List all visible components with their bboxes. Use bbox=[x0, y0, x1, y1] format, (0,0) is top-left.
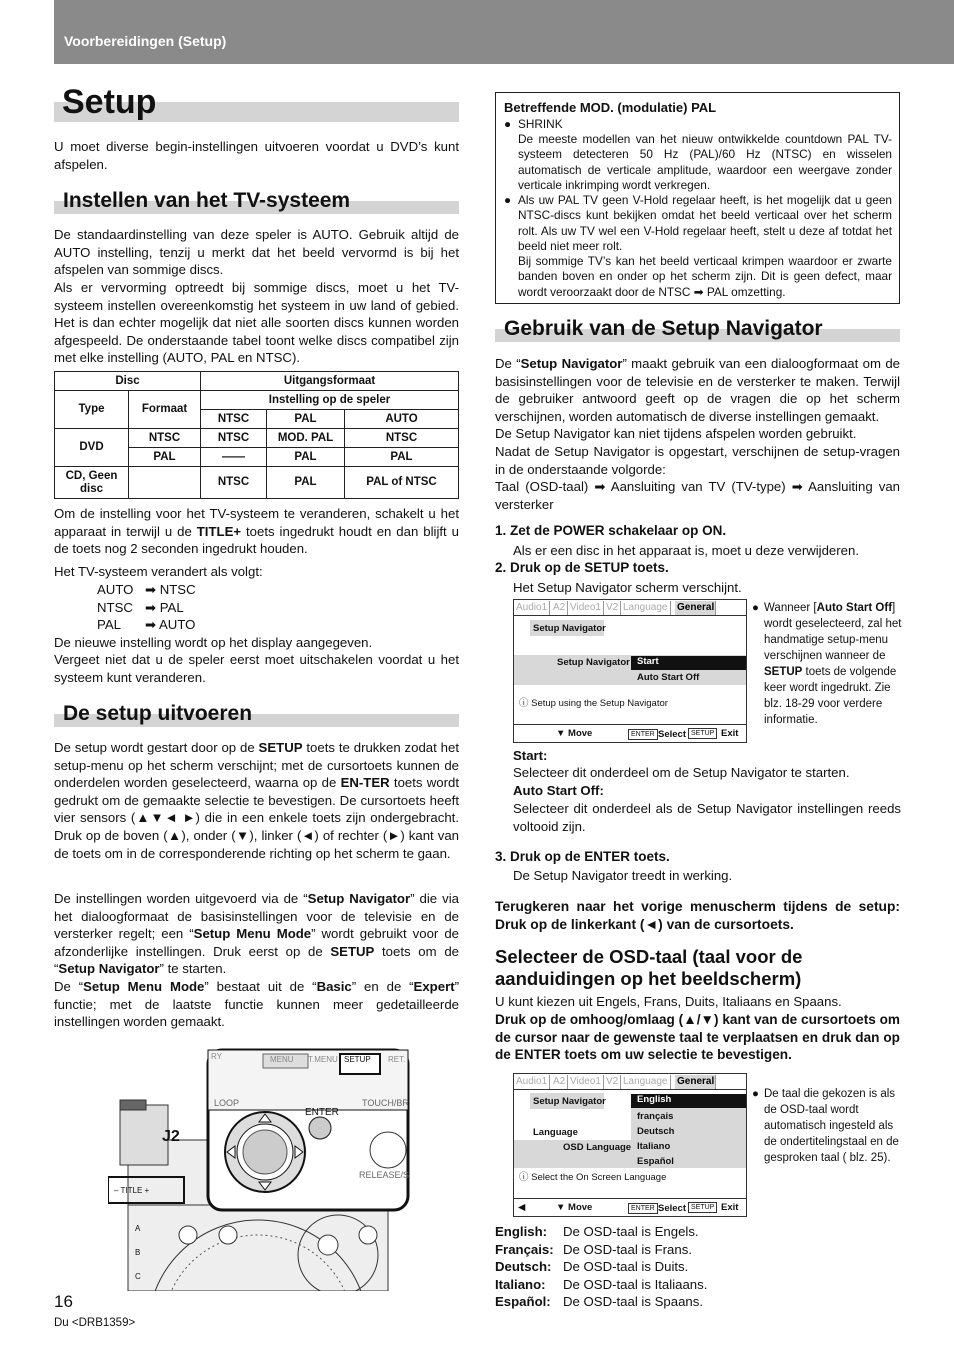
def-key: English: bbox=[495, 1224, 548, 1239]
remote-loop-label: LOOP bbox=[214, 1098, 240, 1108]
cell: NTSC bbox=[201, 467, 267, 499]
setup-key: SETUP bbox=[258, 740, 303, 755]
remote-ret-label: RET. bbox=[388, 1055, 406, 1064]
title-plus-key: TITLE+ bbox=[196, 523, 242, 539]
down-arrow-icon: ▼ bbox=[556, 1202, 569, 1213]
enter-key-icon: ENTER bbox=[628, 1203, 658, 1214]
info-icon: ⓘ bbox=[519, 1172, 532, 1183]
mod-bullet-1-text: De meeste modellen van het nieuw ontwikkelde countdown PAL TV-systeem detecteren 50 Hz (PAL)/60 Hz (NTSC) en wisselen automatisch de verticale amplitude, waardoor een weergave zonder verticale inkrimping wordt verkregen. bbox=[518, 132, 892, 193]
th-setting: Instelling op de speler bbox=[201, 391, 459, 410]
t: Basic bbox=[316, 979, 352, 994]
tv-change-list bbox=[97, 581, 297, 634]
tv-paragraph-3 bbox=[54, 505, 459, 558]
tab-general[interactable]: General bbox=[677, 602, 715, 613]
doc-code: Du <DRB1359> bbox=[54, 1317, 136, 1329]
tab-video1[interactable]: Video1 bbox=[568, 1075, 604, 1089]
cell: NTSC bbox=[345, 429, 459, 448]
remote-side-c: C bbox=[135, 1272, 141, 1281]
tab-a2[interactable]: A2 bbox=[551, 601, 568, 615]
change-from: NTSC bbox=[97, 599, 133, 615]
osd-option-english[interactable]: English bbox=[631, 1094, 747, 1108]
osd-lang-p1: U kunt kiezen uit Engels, Frans, Duits, Italiaans en Spaans. bbox=[495, 994, 842, 1009]
t: ” die via het dialoogformaat de basisinstellingen voor de televisie en de versterker regelt; een “ bbox=[54, 891, 459, 942]
mod-title: Betreffende MOD. (modulatie) PAL bbox=[504, 100, 717, 115]
remote-side-a: A bbox=[135, 1224, 141, 1233]
move-hint bbox=[556, 1202, 592, 1214]
remote-release-label: RELEASE/S bbox=[359, 1170, 410, 1180]
osd-crumb: Setup Navigator bbox=[533, 623, 606, 634]
remote-enter-label: ENTER bbox=[305, 1107, 339, 1118]
def-value: De OSD-taal is Italiaans. bbox=[563, 1276, 708, 1292]
intro-text: U moet diverse begin-instellingen uitvoeren voordat u DVD’s kunt afspelen. bbox=[54, 139, 459, 172]
exit-hint: Exit bbox=[721, 728, 739, 739]
heading-setup-navigator bbox=[495, 318, 900, 342]
mod-bullet-3-text: Bij sommige TV’s kan het beeld verticaal krimpen waardoor er zwarte banden boven en onder op het scherm zijn. Dit is geen defect, maar wordt veroorzaakt door de NTSC ➡ PAL omzetting. bbox=[518, 254, 892, 299]
tv-paragraph-5: De nieuwe instelling wordt op het display aangegeven. bbox=[54, 635, 373, 650]
def-key: Français: bbox=[495, 1241, 554, 1257]
setup-key-icon: SETUP bbox=[688, 728, 717, 739]
section-title: Voorbereidingen (Setup) bbox=[64, 33, 227, 49]
t: De “ bbox=[495, 356, 521, 371]
change-to: NTSC bbox=[159, 582, 196, 597]
start-text: Selecteer dit onderdeel om de Setup Navigator te starten. bbox=[513, 765, 850, 780]
page-title-text: Setup bbox=[62, 83, 157, 121]
setup-paragraph-2 bbox=[54, 890, 459, 978]
t: SETUP bbox=[330, 943, 375, 959]
disc-compat-table bbox=[54, 371, 459, 499]
th-disc: Disc bbox=[55, 372, 201, 391]
cell: —— bbox=[201, 448, 267, 467]
tab-audio1[interactable]: Audio1 bbox=[514, 601, 550, 615]
step-3-text: De Setup Navigator treedt in werking. bbox=[513, 868, 733, 883]
tv-p3-c: toets ingedrukt houdt en dan blijft u de toets nog 2 seconden ingedrukt houden. bbox=[54, 523, 459, 557]
tv-paragraph-1: De standaardinstelling van deze speler is AUTO. Gebruik altijd de AUTO instelling, tenzij u merkt dat het beeld vervormd is bij het afspelen van sommige discs. bbox=[54, 227, 459, 278]
t: ] wordt geselecteerd, zal het handmatige setup-menu verschijnen wanneer de bbox=[764, 602, 902, 662]
t: Setup Menu Mode bbox=[193, 926, 312, 942]
osd-screen-navigator bbox=[513, 599, 747, 743]
t: toets wordt gedrukt om de gemaakte selectie te bevestigen. De cursortoets heeft vier sensors (▲▼◄ ►) die in een enkele toets zijn ondergebracht. Druk op de boven (▲), onder (▼), linker (◄) of rechter (►) kant van de toets om in de corresponderende richting op het scherm te gaan. bbox=[54, 775, 460, 861]
t: toets de volgende keer wordt ingedrukt. Zie blz. 18-29 voor verdere informatie. bbox=[764, 666, 897, 726]
page-title bbox=[54, 84, 459, 122]
nav-paragraph-4: Taal (OSD-taal) ➡ Aansluiting van TV (TV-type) ➡ Aansluiting van versterker bbox=[495, 479, 900, 512]
osd-option-auto-start-off[interactable]: Auto Start Off bbox=[637, 672, 700, 683]
cell: PAL bbox=[345, 448, 459, 467]
remote-touch-label: TOUCH/BR bbox=[362, 1098, 409, 1108]
t: ” wordt gebruikt voor de afzonderlijke instellingen. Druk eerst op de bbox=[54, 926, 459, 959]
def-key: Deutsch: bbox=[495, 1259, 552, 1275]
def-value: De OSD-taal is Engels. bbox=[563, 1224, 699, 1239]
t: ” bestaat uit de “ bbox=[204, 979, 317, 994]
cell: PAL of NTSC bbox=[345, 467, 459, 499]
t: ” functie; met de laatste functie kunnen meer gedetailleerde instellingen worden gemaakt. bbox=[54, 979, 459, 1030]
remote-label: RY bbox=[211, 1052, 222, 1061]
remote-menu-label: MENU bbox=[270, 1055, 294, 1064]
osd-option-espanol[interactable]: Español bbox=[637, 1156, 674, 1167]
th-ntsc: NTSC bbox=[201, 410, 267, 429]
setup-key-icon: SETUP bbox=[688, 1202, 717, 1213]
step-2: 2. Druk op de SETUP toets. bbox=[495, 560, 669, 575]
tab-language[interactable]: Language bbox=[621, 1075, 671, 1089]
t: Wanneer [ bbox=[764, 602, 817, 614]
remote-side-b: B bbox=[135, 1248, 141, 1257]
step-3: 3. Druk op de ENTER toets. bbox=[495, 849, 670, 864]
th-format: Formaat bbox=[129, 391, 201, 429]
down-arrow-icon: ▼ bbox=[556, 728, 569, 739]
arrow-right-icon: ➡ bbox=[145, 617, 159, 633]
cell: PAL bbox=[129, 448, 201, 467]
osd-crumb: Setup Navigator bbox=[533, 1096, 606, 1107]
arrow-right-icon: ➡ bbox=[145, 599, 160, 615]
heading-setup-run bbox=[54, 703, 459, 727]
arrow-right-icon: ➡ bbox=[145, 582, 160, 597]
t: Setup Navigator bbox=[307, 891, 411, 906]
mod-bullet-2-text: Als uw PAL TV geen V-Hold regelaar heeft, is het mogelijk dat u geen NTSC-discs kunt bekijken omdat het beeld verticaal over het scherm rolt. Als uw TV wel een V-Hold regelaar heeft, stelt u deze af totdat het beeld niet meer rolt. bbox=[518, 193, 892, 254]
bullet-icon: ● bbox=[752, 602, 759, 614]
osd-option-francais[interactable]: français bbox=[637, 1111, 674, 1122]
mod-shrink: SHRINK bbox=[518, 117, 563, 131]
cell: NTSC bbox=[201, 429, 267, 448]
osd-option-start[interactable]: Start bbox=[631, 656, 747, 670]
def-key: Italiano: bbox=[495, 1276, 546, 1292]
def-value: De OSD-taal is Frans. bbox=[563, 1241, 692, 1257]
t: ” te starten. bbox=[159, 961, 227, 977]
t: toets om de “ bbox=[54, 943, 459, 977]
osd-bottom-bar bbox=[514, 1198, 746, 1216]
section-header bbox=[54, 0, 954, 64]
th-output: Uitgangsformaat bbox=[201, 372, 459, 391]
tab-video1[interactable]: Video1 bbox=[568, 601, 604, 615]
t: ” en de “ bbox=[351, 979, 414, 994]
back-instruction: Terugkeren naar het vorige menuscherm tijdens de setup: Druk op de linkerkant (◄) van de cursortoets. bbox=[495, 899, 900, 932]
osd-info-text: Select the On Screen Language bbox=[531, 1172, 667, 1183]
language-definitions bbox=[495, 1223, 900, 1311]
change-to: PAL bbox=[159, 599, 184, 615]
osd-tabs bbox=[514, 600, 746, 616]
tv-paragraph-2: Als er vervorming optreedt bij sommige discs, moet u het TV-systeem instellen overeenkomstig het systeem in uw land of gebied. Het is dan echter mogelijk dat niet alle soorten discs kunnen worden afgespeeld. De onderstaande tabel toont welke discs compatibel zijn met elke instelling (AUTO, PAL en NTSC). bbox=[54, 280, 459, 366]
move-text: Move bbox=[568, 728, 593, 739]
osd-lang-p2: Druk op de omhoog/omlaag (▲/▼) kant van de cursortoets om de cursor naar de gewenste taal te verplaatsen en druk dan op de ENTER toets om uw selectie te bevestigen. bbox=[495, 1012, 900, 1063]
t: toets te drukken zodat het setup-menu op het scherm verschijnt; met de cursortoets kunnen de onderdelen worden geselecteerd, waarna op de bbox=[54, 740, 459, 791]
t: De instellingen worden uitgevoerd via de “ bbox=[54, 891, 308, 906]
step-1: 1. Zet de POWER schakelaar op ON. bbox=[495, 523, 727, 538]
cell-empty bbox=[129, 467, 201, 499]
osd-option-deutsch[interactable]: Deutsch bbox=[637, 1126, 675, 1137]
heading-setup-run-text: De setup uitvoeren bbox=[63, 702, 253, 725]
note-osd-language-text: De taal die gekozen is als de OSD-taal wordt automatisch ingesteld als de ondertitelingstaal en de gesproken taal ( blz. 25). bbox=[764, 1088, 899, 1164]
th-auto: AUTO bbox=[345, 410, 459, 429]
cell: MOD. PAL bbox=[267, 429, 345, 448]
def-value: De OSD-taal is Duits. bbox=[563, 1259, 689, 1275]
remote-title-button: – TITLE + bbox=[114, 1186, 150, 1195]
nav-paragraph-3: Nadat de Setup Navigator is opgestart, verschijnen de setup-vragen in de onderstaande volgorde: bbox=[495, 444, 900, 477]
osd-language-label: Language bbox=[533, 1127, 578, 1138]
heading-tv-system-text: Instellen van het TV-systeem bbox=[63, 189, 351, 212]
exit-hint: Exit bbox=[721, 1202, 739, 1213]
bullet-icon: ● bbox=[504, 193, 512, 207]
osd-info-text: Setup using the Setup Navigator bbox=[531, 698, 668, 709]
remote-setup-label: SETUP bbox=[344, 1055, 371, 1064]
note-auto-start-text bbox=[764, 600, 902, 728]
cell: NTSC bbox=[129, 429, 201, 448]
setup-paragraph-1 bbox=[54, 739, 459, 862]
tab-a2[interactable]: A2 bbox=[551, 1075, 568, 1089]
note-auto-start bbox=[752, 600, 902, 728]
step-1-text: Als er een disc in het apparaat is, moet u deze verwijderen. bbox=[513, 543, 859, 558]
move-text: Move bbox=[568, 1202, 593, 1213]
info-icon: ⓘ bbox=[519, 698, 532, 709]
t: Setup Navigator bbox=[58, 961, 160, 977]
setup-paragraph-3 bbox=[54, 978, 459, 1031]
bullet-icon: ● bbox=[752, 1088, 759, 1100]
row-dvd: DVD bbox=[55, 429, 129, 467]
note-osd-language bbox=[752, 1086, 902, 1166]
def-value: De OSD-taal is Spaans. bbox=[563, 1294, 703, 1310]
tv-p3-a: Om de instelling voor het TV-systeem te veranderen, schakelt u het apparaat in terwijl u de bbox=[54, 506, 459, 539]
mod-bullet-1 bbox=[504, 117, 892, 132]
enter-key-icon: ENTER bbox=[628, 729, 658, 740]
def-key: Español: bbox=[495, 1294, 551, 1310]
step-2-text: Het Setup Navigator scherm verschijnt. bbox=[513, 580, 742, 595]
mod-bullet-2 bbox=[504, 193, 892, 255]
change-from: PAL bbox=[97, 617, 121, 633]
osd-bottom-bar bbox=[514, 724, 746, 742]
select-hint: Select bbox=[658, 729, 686, 740]
t: De “ bbox=[54, 979, 84, 994]
osd-language-field: OSD Language bbox=[563, 1142, 632, 1153]
osd-info bbox=[519, 1172, 666, 1184]
auto-start-text: Selecteer dit onderdeel als de Setup Navigator instellingen reeds voltooid zijn. bbox=[513, 801, 901, 834]
auto-start-heading: Auto Start Off: bbox=[513, 783, 604, 798]
tv-paragraph-6: Vergeet niet dat u de speler eerst moet uitschakelen voordat u het systeem kunt veranderen. bbox=[54, 652, 459, 685]
cell: PAL bbox=[267, 448, 345, 467]
t: Setup Menu Mode bbox=[83, 979, 205, 994]
start-heading: Start: bbox=[513, 748, 548, 763]
change-from: AUTO bbox=[97, 582, 134, 597]
nav-paragraph-1 bbox=[495, 355, 900, 425]
remote-illustration bbox=[108, 1040, 412, 1291]
tab-general[interactable]: General bbox=[677, 1076, 715, 1087]
t: Auto Start Off bbox=[816, 602, 893, 614]
remote-tmenu-label: T.MENU bbox=[308, 1055, 338, 1064]
bullet-icon: ● bbox=[504, 117, 512, 131]
remote-drawing bbox=[108, 1040, 412, 1291]
osd-option-italiano[interactable]: Italiano bbox=[637, 1141, 671, 1152]
t: De setup wordt gestart door op de bbox=[54, 740, 259, 755]
enter-key: EN-TER bbox=[340, 775, 390, 791]
th-type: Type bbox=[55, 391, 129, 429]
tab-audio1[interactable]: Audio1 bbox=[514, 1075, 550, 1089]
heading-osd-language: Selecteer de OSD-taal (taal voor de aanduidingen op het beeldscherm) bbox=[495, 946, 803, 989]
cell: PAL bbox=[267, 467, 345, 499]
move-hint bbox=[556, 728, 592, 740]
row-cd: CD, Geen disc bbox=[55, 467, 129, 499]
t: SETUP bbox=[764, 666, 803, 678]
t: Expert bbox=[413, 979, 455, 994]
tv-paragraph-4: Het TV-systeem verandert als volgt: bbox=[54, 564, 263, 579]
svg-text:J2: J2 bbox=[162, 1128, 180, 1145]
osd-tabs bbox=[514, 1074, 746, 1090]
osd-screen-language bbox=[513, 1073, 747, 1217]
t: ” maakt gebruik van een dialoogformaat om de basisinstellingen voor de televisie en de versterker te maken. Terwijl de gebruiker antwoord geeft op de vragen die op het scherm verschijnen, worden automatisch de diverse instellingen gemaakt. bbox=[495, 356, 900, 424]
tab-v2[interactable]: V2 bbox=[604, 1075, 621, 1089]
select-hint: Select bbox=[658, 1203, 686, 1214]
page-number: 16 bbox=[54, 1292, 73, 1311]
nav-paragraph-2: De Setup Navigator kan niet tijdens afspelen worden gebruikt. bbox=[495, 426, 857, 441]
heading-tv-system bbox=[54, 190, 459, 214]
heading-setup-navigator-text: Gebruik van de Setup Navigator bbox=[504, 317, 823, 340]
mod-pal-box bbox=[495, 92, 900, 304]
change-to: AUTO bbox=[159, 617, 196, 633]
osd-info bbox=[519, 698, 668, 710]
t: Setup Navigator bbox=[520, 356, 623, 371]
th-pal: PAL bbox=[267, 410, 345, 429]
tab-v2[interactable]: V2 bbox=[604, 601, 621, 615]
left-arrow-icon: ◀ bbox=[518, 1202, 526, 1213]
tab-language[interactable]: Language bbox=[621, 601, 671, 615]
osd-row-label: Setup Navigator bbox=[557, 657, 630, 668]
